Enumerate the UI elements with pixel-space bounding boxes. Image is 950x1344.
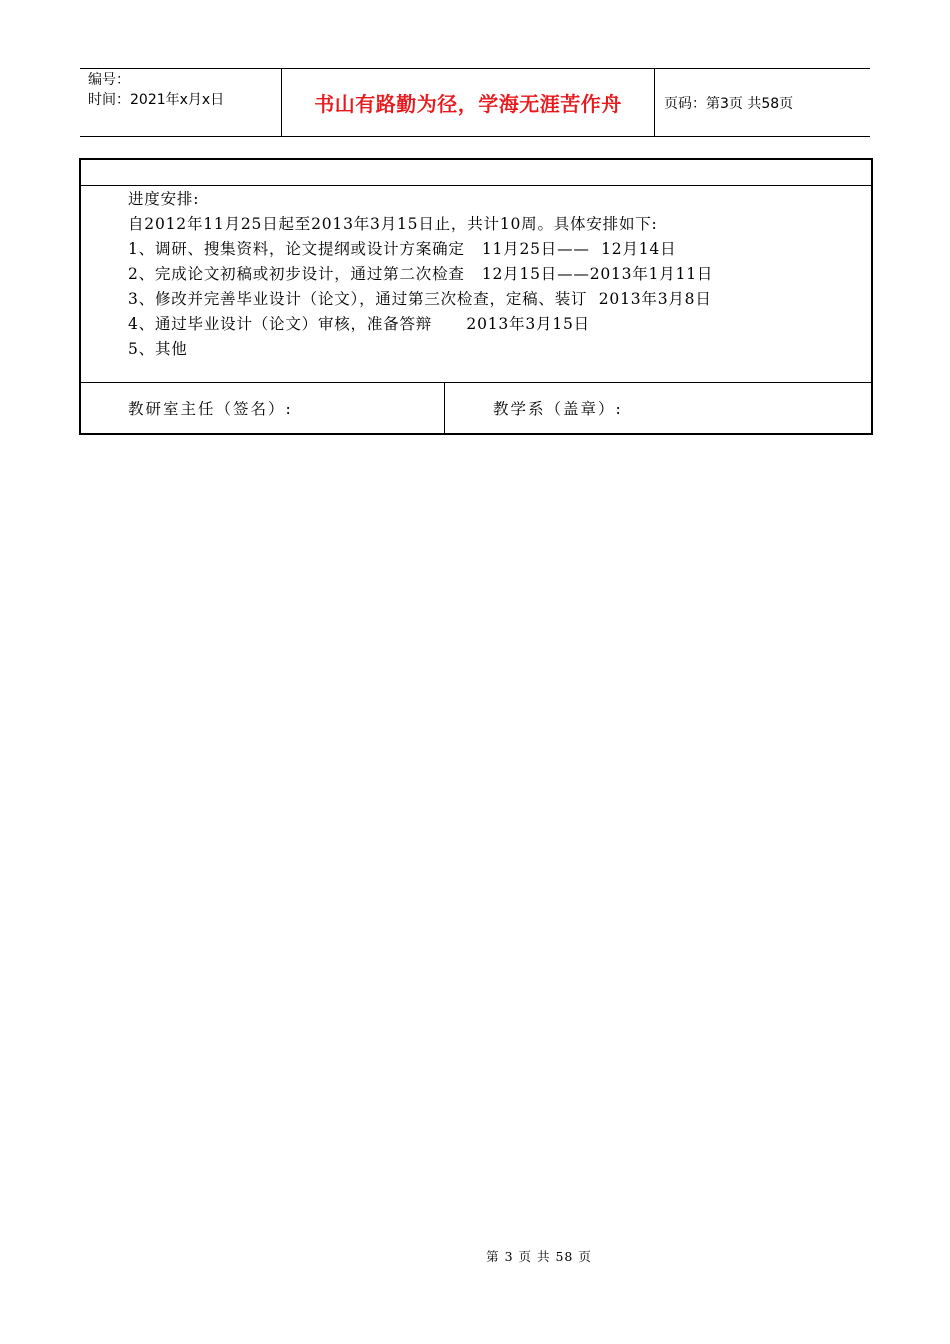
schedule-intro: 自2012年11月25日起至2013年3月15日止，共计10周。具体安排如下: bbox=[128, 215, 658, 233]
schedule-item: 2、完成论文初稿或初步设计，通过第二次检查 12月15日——2013年1月11日 bbox=[128, 265, 714, 283]
department-seal-cell bbox=[445, 383, 871, 433]
page-header bbox=[80, 68, 870, 137]
director-signature-label: 教研室主任（签名）: bbox=[128, 400, 293, 418]
schedule-item: 5、其他 bbox=[128, 340, 188, 358]
department-seal-label: 教学系（盖章）: bbox=[493, 400, 623, 418]
table-empty-row bbox=[81, 160, 871, 186]
schedule-cell bbox=[81, 186, 871, 383]
date-label: 时间：2021年x月x日 bbox=[88, 92, 225, 108]
schedule-item: 3、修改并完善毕业设计（论文），通过第三次检查，定稿、装订 2013年3月8日 bbox=[128, 290, 712, 308]
serial-number-label: 编号： bbox=[88, 72, 130, 88]
header-meta-cell bbox=[80, 69, 282, 136]
schedule-item: 1、调研、搜集资料，论文提纲或设计方案确定 11月25日—— 12月14日 bbox=[128, 240, 677, 258]
header-page-info: 页码：第3页 共58页 bbox=[664, 95, 794, 112]
page-footer: 第 3 页 共 58 页 bbox=[486, 1249, 592, 1264]
schedule-table bbox=[79, 158, 873, 435]
motto-text: 书山有路勤为径，学海无涯苦作舟 bbox=[314, 92, 622, 116]
schedule-title: 进度安排: bbox=[128, 190, 200, 208]
signature-row bbox=[81, 383, 871, 433]
director-signature-cell bbox=[81, 383, 445, 433]
schedule-item: 4、通过毕业设计（论文）审核，准备答辩 2013年3月15日 bbox=[128, 315, 590, 333]
header-motto-cell bbox=[282, 69, 655, 136]
header-page-cell bbox=[655, 69, 870, 136]
